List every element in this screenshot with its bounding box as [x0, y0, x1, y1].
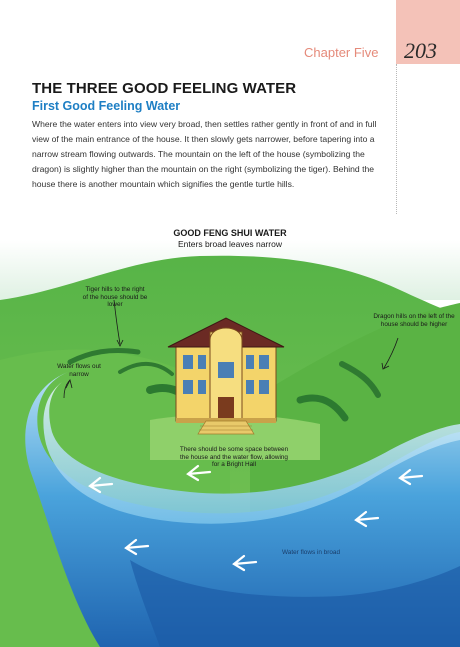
feng-shui-illustration	[0, 240, 460, 647]
page-number: 203	[404, 38, 437, 63]
page-title: THE THREE GOOD FEELING WATER	[32, 80, 297, 97]
body-paragraph: Where the water enters into view very broad, then settles rather gently in front of and in full view of the main entrance of the house. It then slowly gets narrower, before tapering into a narrow stream flowing outwards. The mountain on the left of the house (symbolizing the dragon) is slightly higher than the mountain on the right (symbolizing the tiger). Behind the house there is another mountain which signifies the gentle turtle hills.	[32, 119, 377, 189]
divider	[396, 64, 398, 214]
figure-title: GOOD FENG SHUI WATER	[173, 228, 287, 238]
chapter-label: Chapter Five	[304, 45, 379, 60]
tiger-hills-label: Tiger hills to the right of the house should be lower	[82, 286, 148, 308]
bright-hall-label: There should be some space between the house and the water flow, allowing for a Bright Hall	[179, 446, 289, 468]
section-subtitle: First Good Feeling Water	[32, 99, 181, 113]
dragon-hills-label: Dragon hills on the left of the house should be higher	[373, 313, 455, 328]
water-in-label: Water flows in broad	[282, 549, 341, 556]
water-out-label: Water flows out narrow	[57, 363, 101, 378]
figure-subtitle: Enters broad leaves narrow	[178, 239, 282, 249]
